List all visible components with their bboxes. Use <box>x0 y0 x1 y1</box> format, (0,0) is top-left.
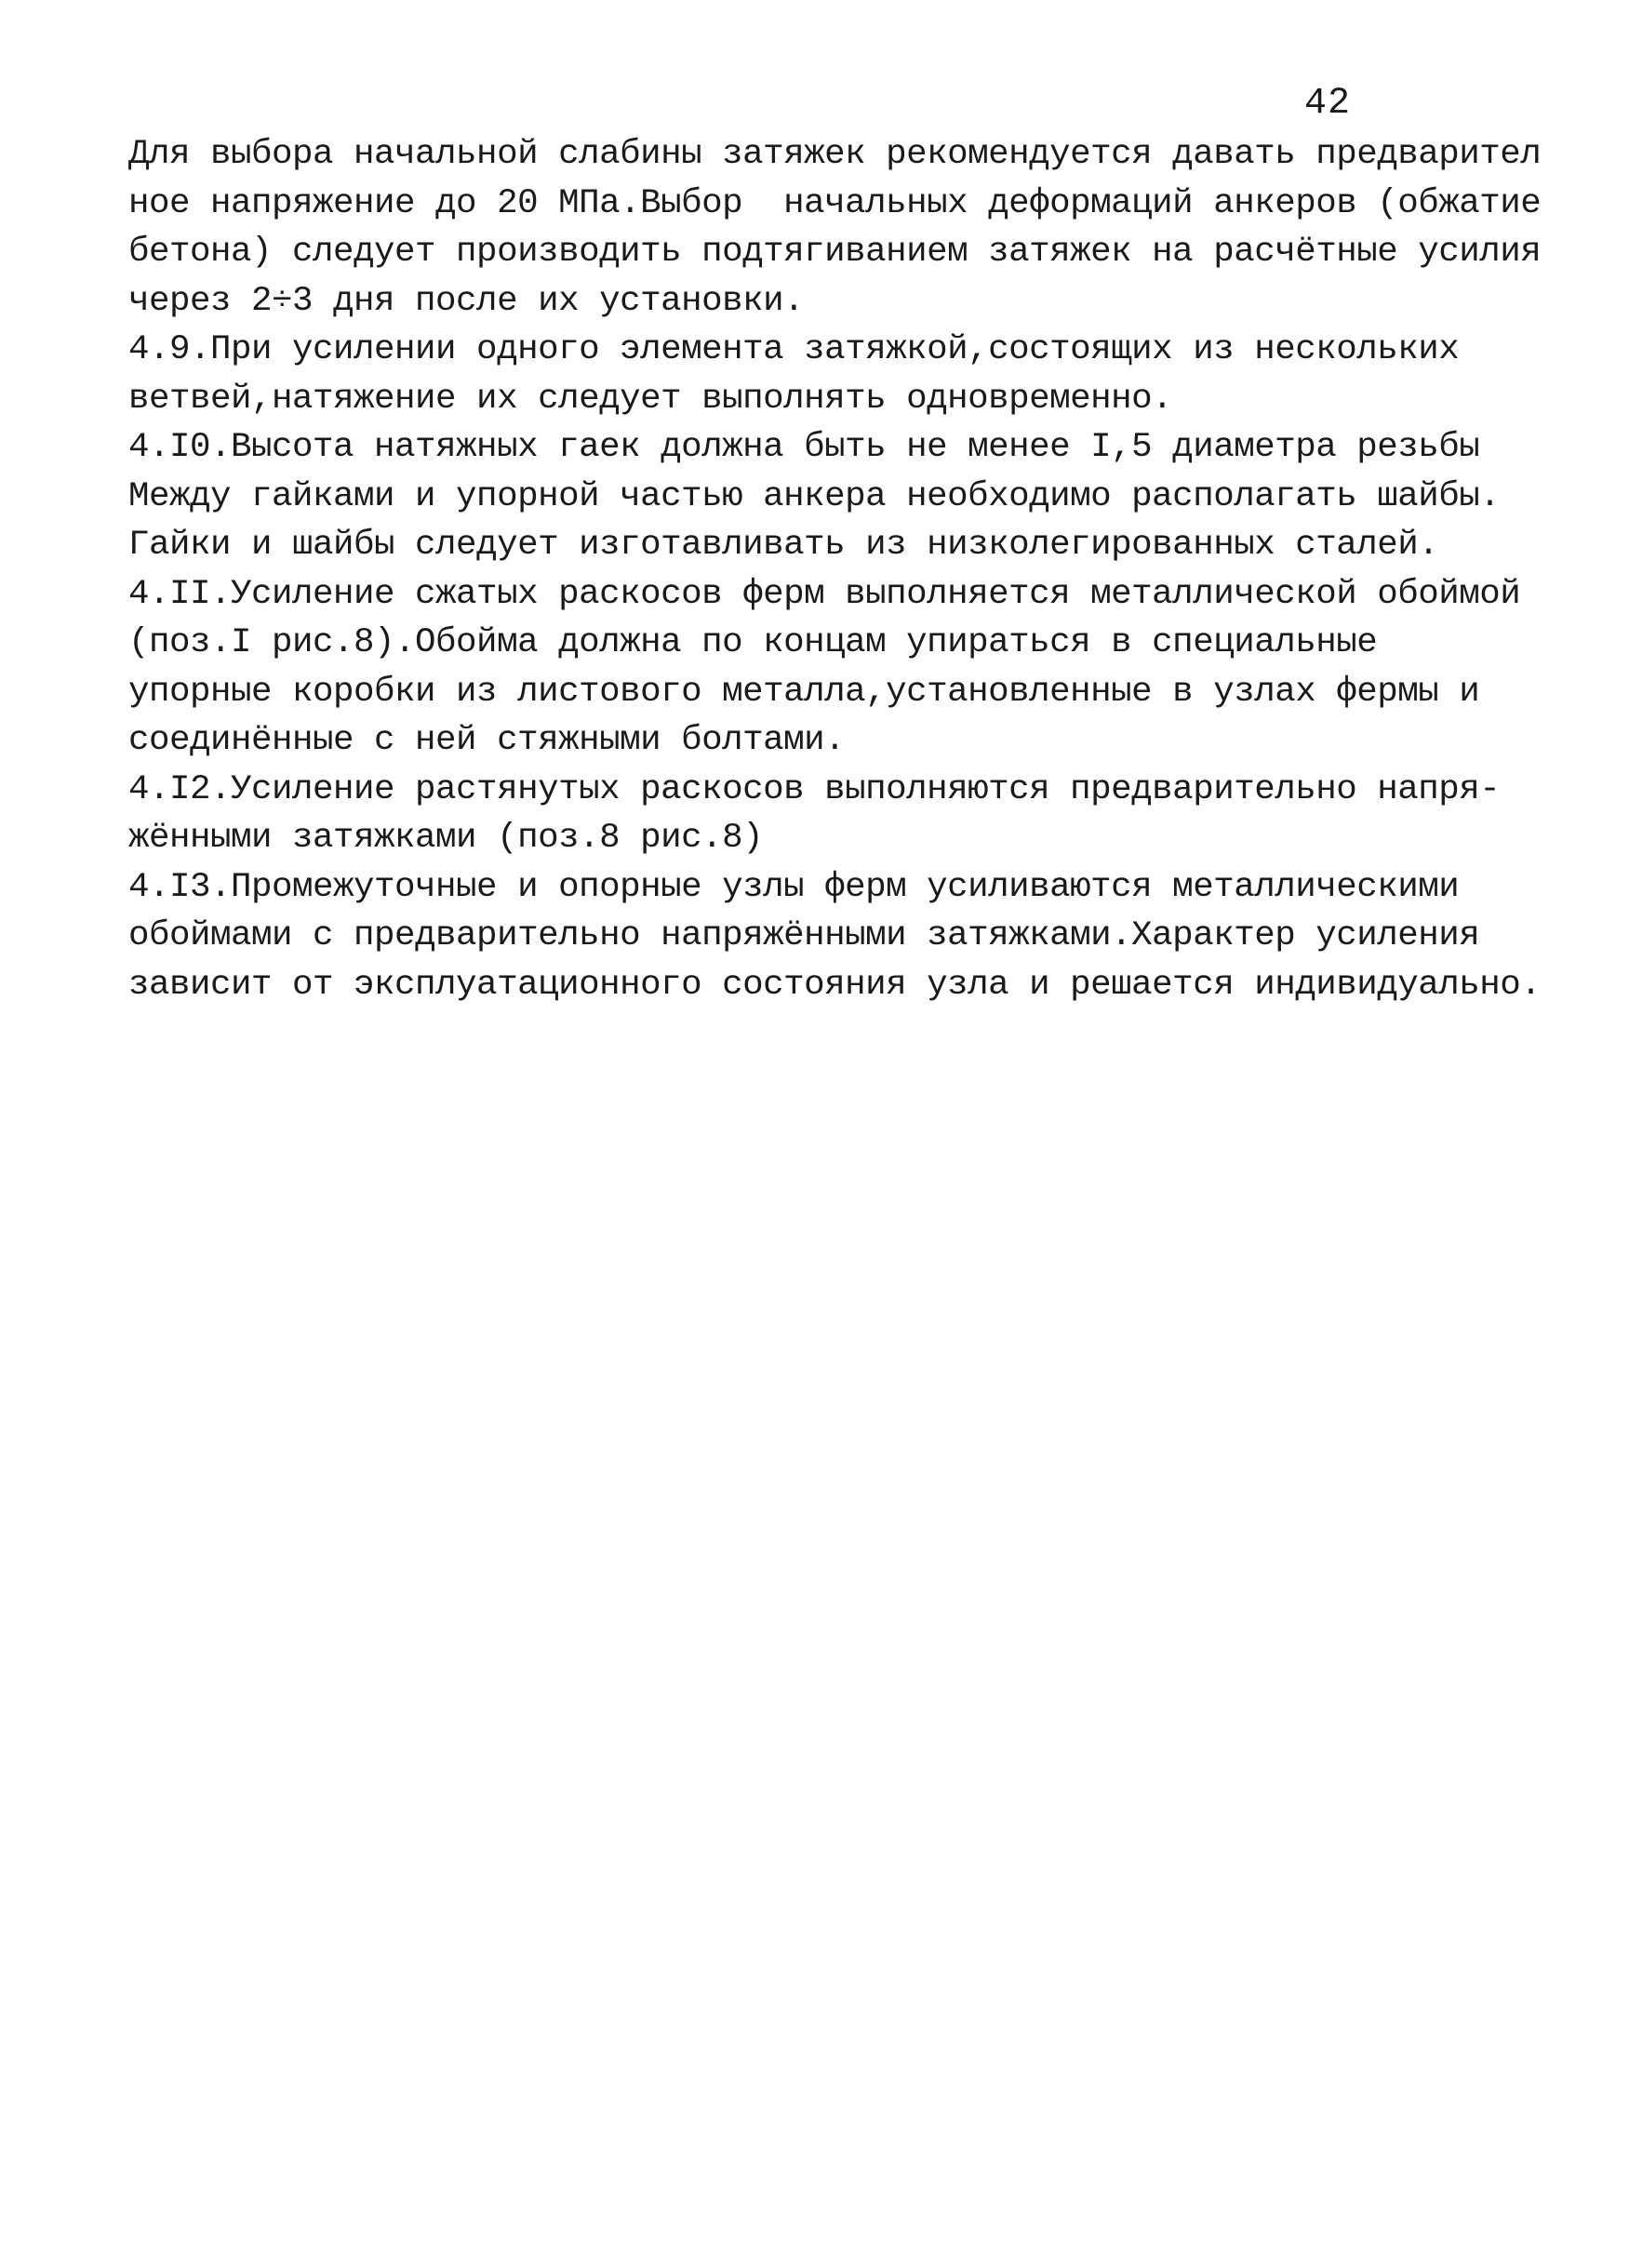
text-line: через 2÷3 дня после их установки. <box>128 281 805 321</box>
page-number: 42 <box>1304 83 1352 125</box>
text-line: (поз.I рис.8).Обойма должна по концам упираться в специальные <box>128 623 1378 662</box>
text-line: зависит от эксплуатационного состояния узла и решается индивидуально. <box>128 965 1542 1005</box>
text-line: 4.I3.Промежуточные и опорные узлы ферм усиливаются металлическими <box>128 867 1460 907</box>
text-line: бетона) следует производить подтягиванием затяжек на расчётные усилия <box>128 233 1542 272</box>
text-line: жёнными затяжками (поз.8 рис.8) <box>128 819 764 858</box>
text-line: ное напряжение до 20 МПа.Выбор начальных деформаций анкеров (обжатие <box>128 183 1542 223</box>
text-line: 4.I2.Усиление растянутых раскосов выполняются предварительно напря- <box>128 769 1501 809</box>
text-line: 4.9.При усилении одного элемента затяжкой,состоящих из нескольких <box>128 330 1460 369</box>
text-line: Для выбора начальной слабины затяжек рекомендуется давать предварител <box>128 135 1542 174</box>
text-line: Гайки и шайбы следует изготавливать из низколегированных сталей. <box>128 526 1439 565</box>
document-body <box>128 130 1542 1009</box>
text-line: 4.II.Усиление сжатых раскосов ферм выполняется металлической обоймой <box>128 574 1521 614</box>
text-line: обоймами с предварительно напряжёнными затяжками.Характер усиления <box>128 916 1480 955</box>
text-line: упорные коробки из листового металла,установленные в узлах фермы и <box>128 672 1480 712</box>
text-line: соединённые с ней стяжными болтами. <box>128 721 846 760</box>
text-line: ветвей,натяжение их следует выполнять одновременно. <box>128 379 1173 419</box>
text-line: 4.I0.Высота натяжных гаек должна быть не менее I,5 диаметра резьбы <box>128 428 1480 467</box>
text-line: Между гайками и упорной частью анкера необходимо располагать шайбы. <box>128 476 1501 516</box>
